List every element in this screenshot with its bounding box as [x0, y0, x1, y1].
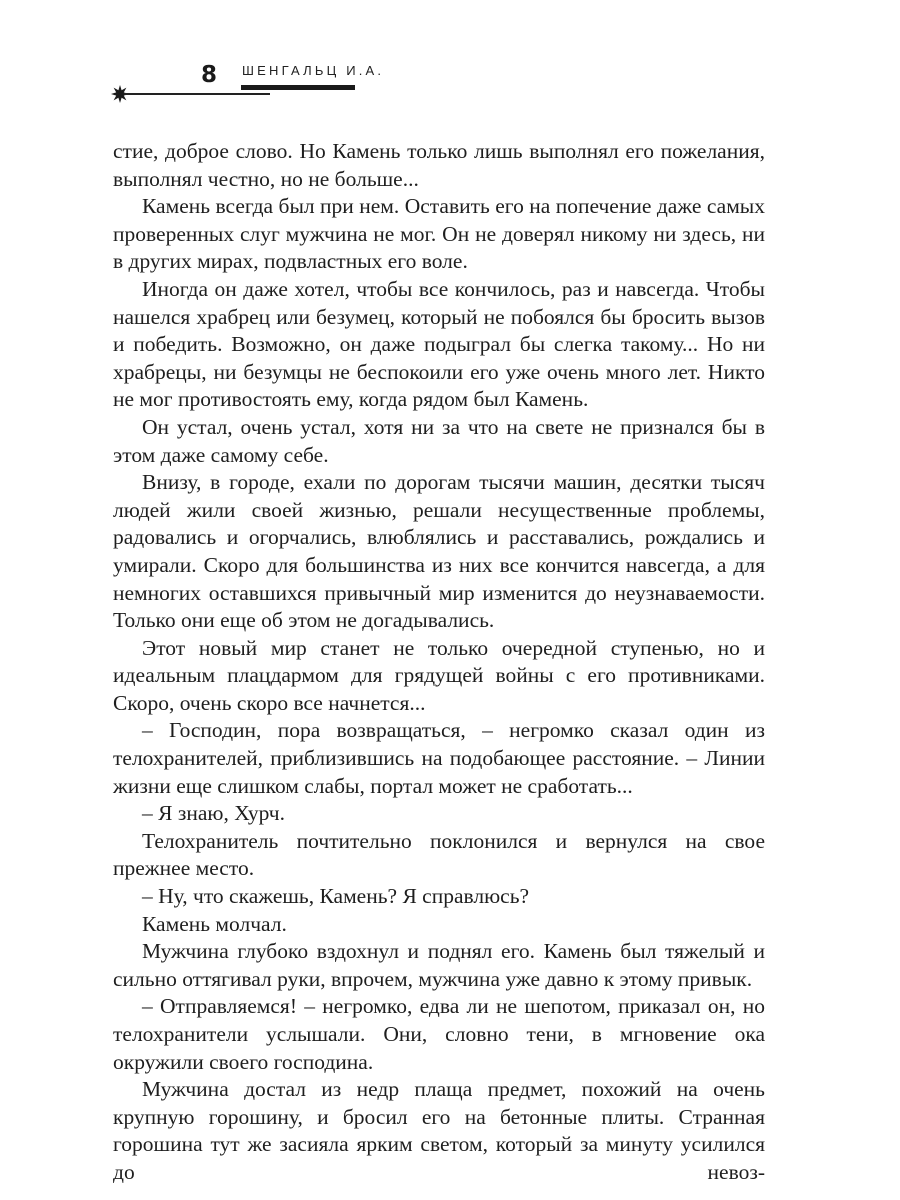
- paragraph-continuation: стие, доброе слово. Но Камень только лишь выполнял его пожелания, выполнял честно, но не больше...: [113, 139, 765, 191]
- dialogue-line: – Ну, что скажешь, Камень? Я справлюсь?: [142, 884, 530, 909]
- dialogue-line: – Отправляемся! – негромко, едва ли не шепотом, приказал он, но телохранители услышали. Они, словно тени, в мгновение ока окружили своего господина.: [113, 994, 765, 1074]
- body-text: [113, 138, 765, 1187]
- paragraph: Телохранитель почтительно поклонился и вернулся на свое прежнее место.: [113, 828, 765, 881]
- running-header: [0, 0, 900, 120]
- dialogue-line: – Господин, пора возвращаться, – негромко сказал один из телохранителей, приблизившись на подобающее расстояние. – Линии жизни еще слишком слабы, портал может не сработать...: [113, 718, 765, 798]
- page-number: 8: [200, 62, 217, 88]
- header-thick-rule: [241, 85, 355, 90]
- header-thin-rule: [124, 93, 270, 95]
- paragraph: Мужчина глубоко вздохнул и поднял его. Камень был тяжелый и сильно оттягивал руки, впрочем, мужчина уже давно к этому привык.: [113, 939, 765, 991]
- paragraph: Камень молчал.: [142, 911, 287, 936]
- running-head-author: ШЕНГАЛЬЦ И.А.: [242, 63, 385, 78]
- paragraph: Иногда он даже хотел, чтобы все кончилось, раз и навсегда. Чтобы нашелся храбрец или безумец, который не побоялся бы бросить вызов и победить. Возможно, он даже подыграл бы слегка такому... Но ни храбрецы, ни безумцы не беспокоили его уже очень много лет. Никто не мог противостоять ему, когда рядом был Камень.: [113, 276, 765, 412]
- dialogue-line: – Я знаю, Хурч.: [142, 801, 285, 826]
- paragraph: Камень всегда был при нем. Оставить его на попечение даже самых проверенных слуг мужчина не мог. Он не доверял никому ни здесь, ни в других мирах, подвластных его воле.: [113, 194, 765, 274]
- paragraph-continues-next-page: Мужчина достал из недр плаща предмет, похожий на очень крупную горошину, и бросил его на бетонные плиты. Странная горошина тут же засияла ярким светом, который за минуту усилился до невоз-: [113, 1077, 765, 1184]
- paragraph: Этот новый мир станет не только очередной ступенью, но и идеальным плацдармом для грядущей войны с его противниками. Скоро, очень скоро все начнется...: [113, 635, 765, 715]
- paragraph: Он устал, очень устал, хотя ни за что на свете не признался бы в этом даже самому себе.: [113, 414, 765, 467]
- paragraph: Внизу, в городе, ехали по дорогам тысячи машин, десятки тысяч людей жили своей жизнью, решали несущественные проблемы, радовались и огорчались, влюблялись и расставались, рождались и умирали. Скоро для большинства из них все кончится навсегда, а для немногих оставшихся привычный мир изменится до неузнаваемости. Только они еще об этом не догадывались.: [113, 470, 765, 633]
